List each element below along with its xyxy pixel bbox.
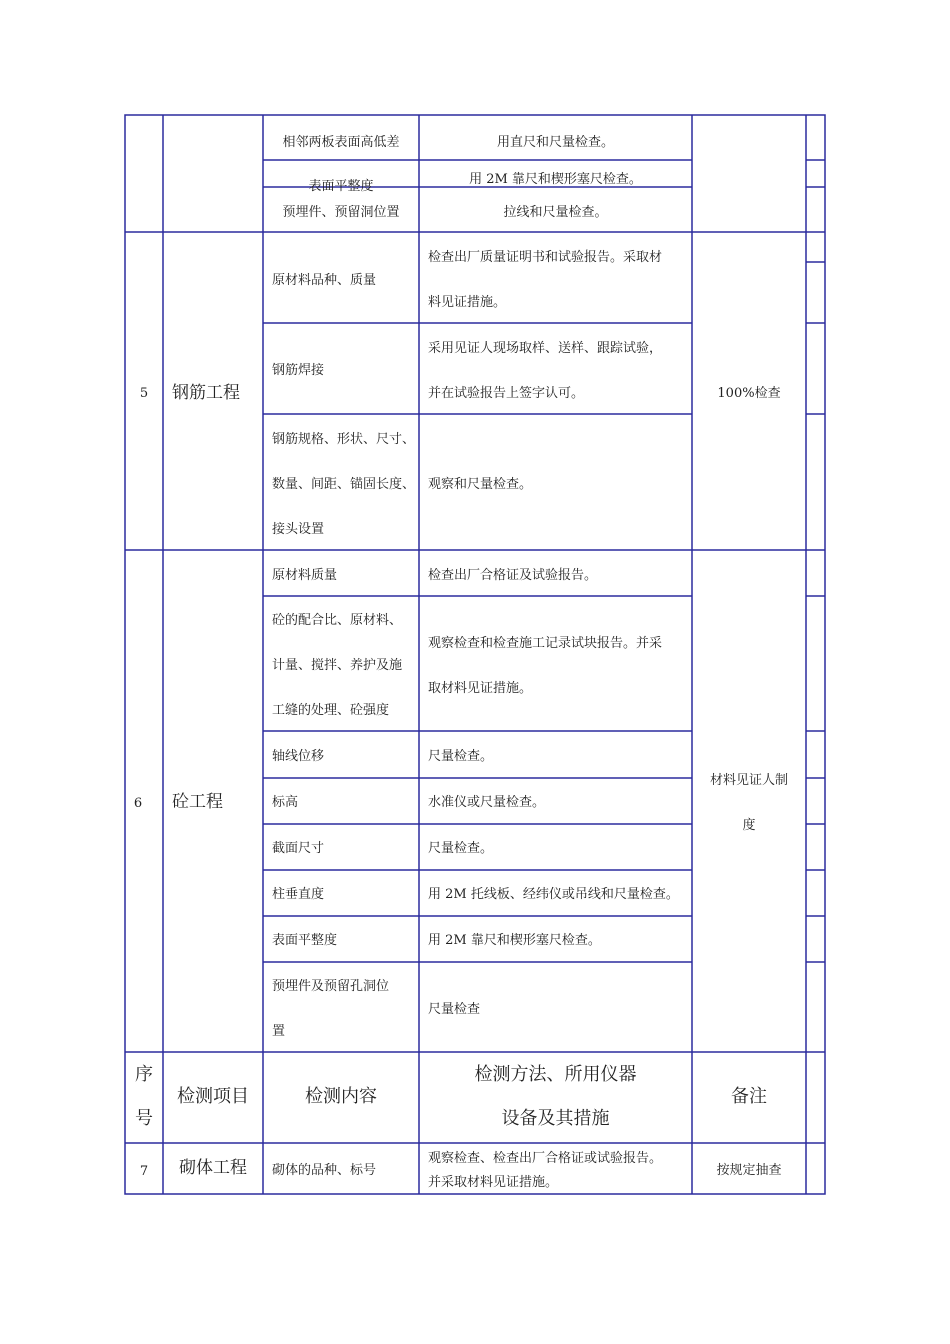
group5-item: 钢筋工程 (172, 383, 240, 403)
group6-note-line1: 材料见证人制 (709, 773, 788, 788)
header-note: 备注 (731, 1086, 767, 1107)
group5-row3-method: 观察和尺量检查。 (428, 477, 533, 492)
group6-row8-content-line2: 置 (272, 1024, 286, 1039)
top-row1-content: 相邻两板表面高低差 (282, 135, 400, 150)
group6-row3-method: 尺量检查。 (428, 749, 494, 764)
group7-number: 7 (139, 1164, 149, 1179)
group7-note: 按规定抽查 (716, 1163, 782, 1178)
group5-row1-method-line1: 检查出厂质量证明书和试验报告。采取材 (428, 250, 663, 265)
group5-row1-method-line2: 料见证措施。 (428, 295, 507, 310)
top-row3-method: 拉线和尺量检查。 (503, 205, 608, 220)
group6-row5-content: 截面尺寸 (272, 841, 325, 856)
group7-item: 砌体工程 (179, 1158, 247, 1178)
group6-row6-content: 柱垂直度 (272, 887, 325, 902)
group7-method-line1: 观察检查、检查出厂合格证或试验报告。 (428, 1151, 663, 1166)
group6-row1-content: 原材料质量 (272, 568, 338, 583)
group7-method-line2: 并采取材料见证措施。 (428, 1175, 559, 1190)
top-row1-method: 用直尺和尺量检查。 (496, 135, 614, 150)
group5-row2-content: 钢筋焊接 (272, 363, 325, 378)
header-number-line1: 序 (135, 1064, 153, 1085)
group6-row7-content: 表面平整度 (272, 933, 338, 948)
group6-item: 砼工程 (172, 792, 223, 812)
group6-row2-content-line3: 工缝的处理、砼强度 (272, 703, 390, 718)
header-content: 检测内容 (305, 1086, 377, 1107)
group6-row7-method: 用 2M 靠尺和楔形塞尺检查。 (428, 933, 601, 948)
group6-row5-method: 尺量检查。 (428, 841, 494, 856)
header-method-line1: 检测方法、所用仪器 (474, 1064, 637, 1085)
group6-row4-content: 标高 (272, 795, 299, 810)
header-number-line2: 号 (135, 1108, 153, 1129)
group6-row2-method-line1: 观察检查和检查施工记录试块报告。并采 (428, 636, 663, 651)
top-row3-content: 预埋件、预留洞位置 (282, 205, 400, 220)
group5-row3-content-line3: 接头设置 (272, 522, 325, 537)
group5-row1-content: 原材料品种、质量 (272, 273, 377, 288)
top-row2-method: 用 2M 靠尺和楔形塞尺检查。 (469, 172, 642, 187)
group5-note: 100%检查 (717, 386, 781, 401)
top-row2-content: 表面平整度 (308, 179, 374, 194)
group6-number: 6 (133, 796, 143, 811)
group6-row1-method: 检查出厂合格证及试验报告。 (428, 568, 598, 583)
group6-note-line2: 度 (742, 818, 756, 833)
header-item: 检测项目 (177, 1086, 249, 1107)
group6-row2-content-line1: 砼的配合比、原材料、 (272, 613, 403, 628)
group6-row4-method: 水准仪或尺量检查。 (428, 795, 546, 810)
header-method-line2: 设备及其措施 (501, 1108, 610, 1129)
group5-row3-content-line2: 数量、间距、锚固长度、 (272, 477, 416, 492)
group6-row8-content-line1: 预埋件及预留孔洞位 (272, 979, 390, 994)
group6-row6-method: 用 2M 托线板、经纬仪或吊线和尺量检查。 (428, 887, 679, 902)
group5-row2-method-line2: 并在试验报告上签字认可。 (428, 386, 585, 401)
group6-row8-method: 尺量检查 (428, 1002, 481, 1017)
group6-row3-content: 轴线位移 (272, 749, 325, 764)
group6-row2-content-line2: 计量、搅拌、养护及施 (272, 658, 403, 673)
group5-number: 5 (139, 386, 149, 401)
group6-row2-method-line2: 取材料见证措施。 (428, 681, 533, 696)
group5-row3-content-line1: 钢筋规格、形状、尺寸、 (272, 432, 416, 447)
group5-row2-method-line1: 采用见证人现场取样、送样、跟踪试验， (428, 341, 663, 356)
group7-content: 砌体的品种、标号 (272, 1163, 377, 1178)
